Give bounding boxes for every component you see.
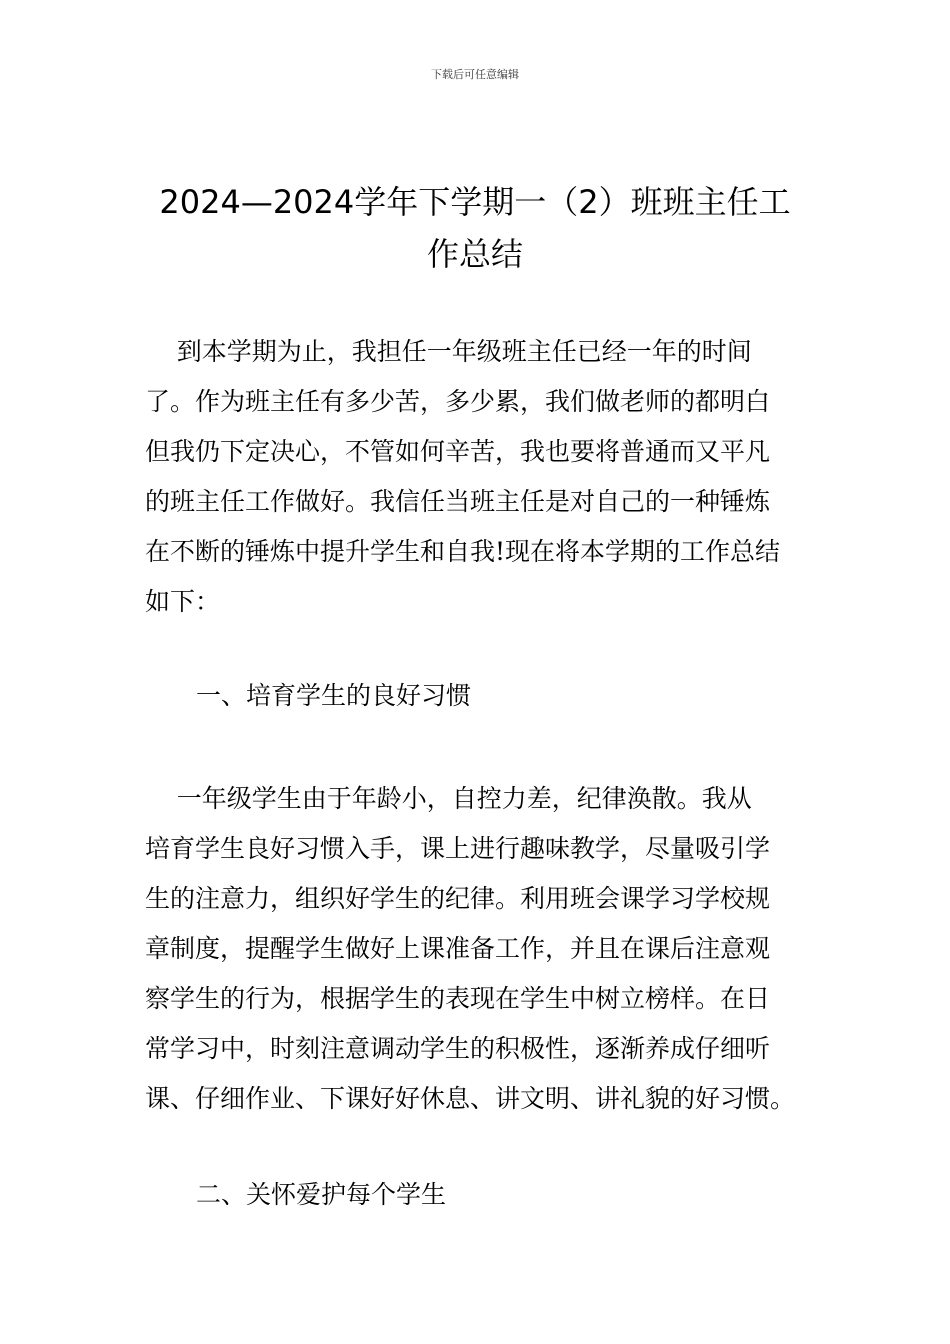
paragraph-line: 到本学期为止，我担任一年级班主任已经一年的时间 (145, 337, 752, 366)
paragraph-line: 了。作为班主任有多少苦，多少累，我们做老师的都明白 (145, 387, 771, 416)
paragraph-line: 常学习中，时刻注意调动学生的积极性，逐渐养成仔细听 (145, 1034, 771, 1063)
paragraph-line: 的班主任工作做好。我信任当班主任是对自己的一种锤炼 (145, 487, 771, 516)
intro-paragraph (145, 327, 810, 627)
paragraph-line: 一年级学生由于年龄小，自控力差，纪律涣散。我从 (145, 784, 752, 813)
paragraph-line: 培育学生良好习惯入手，课上进行趣味教学，尽量吸引学 (145, 834, 771, 863)
title-line: 2024—2024学年下学期一（2）班班主任工 (159, 183, 791, 221)
section1-paragraph (145, 774, 810, 1124)
paragraph-line: 章制度，提醒学生做好上课准备工作，并且在课后注意观 (145, 934, 771, 963)
section-heading: 一、培育学生的良好习惯 (196, 681, 472, 710)
paragraph-line: 课、仔细作业、下课好好休息、讲文明、讲礼貌的好习惯。 (145, 1084, 796, 1113)
section-heading: 二、关怀爱护每个学生 (196, 1180, 447, 1209)
title-line: 作总结 (426, 235, 523, 273)
document-title (120, 176, 830, 280)
header-note: 下载后可任意编辑 (431, 68, 519, 81)
paragraph-line: 生的注意力，组织好学生的纪律。利用班会课学习学校规 (145, 884, 771, 913)
paragraph-line: 在不断的锤炼中提升学生和自我!现在将本学期的工作总结 (145, 537, 781, 566)
paragraph-line: 察学生的行为，根据学生的表现在学生中树立榜样。在日 (145, 984, 771, 1013)
paragraph-line: 如下： (145, 587, 221, 616)
paragraph-line: 但我仍下定决心，不管如何辛苦，我也要将普通而又平凡 (145, 437, 771, 466)
